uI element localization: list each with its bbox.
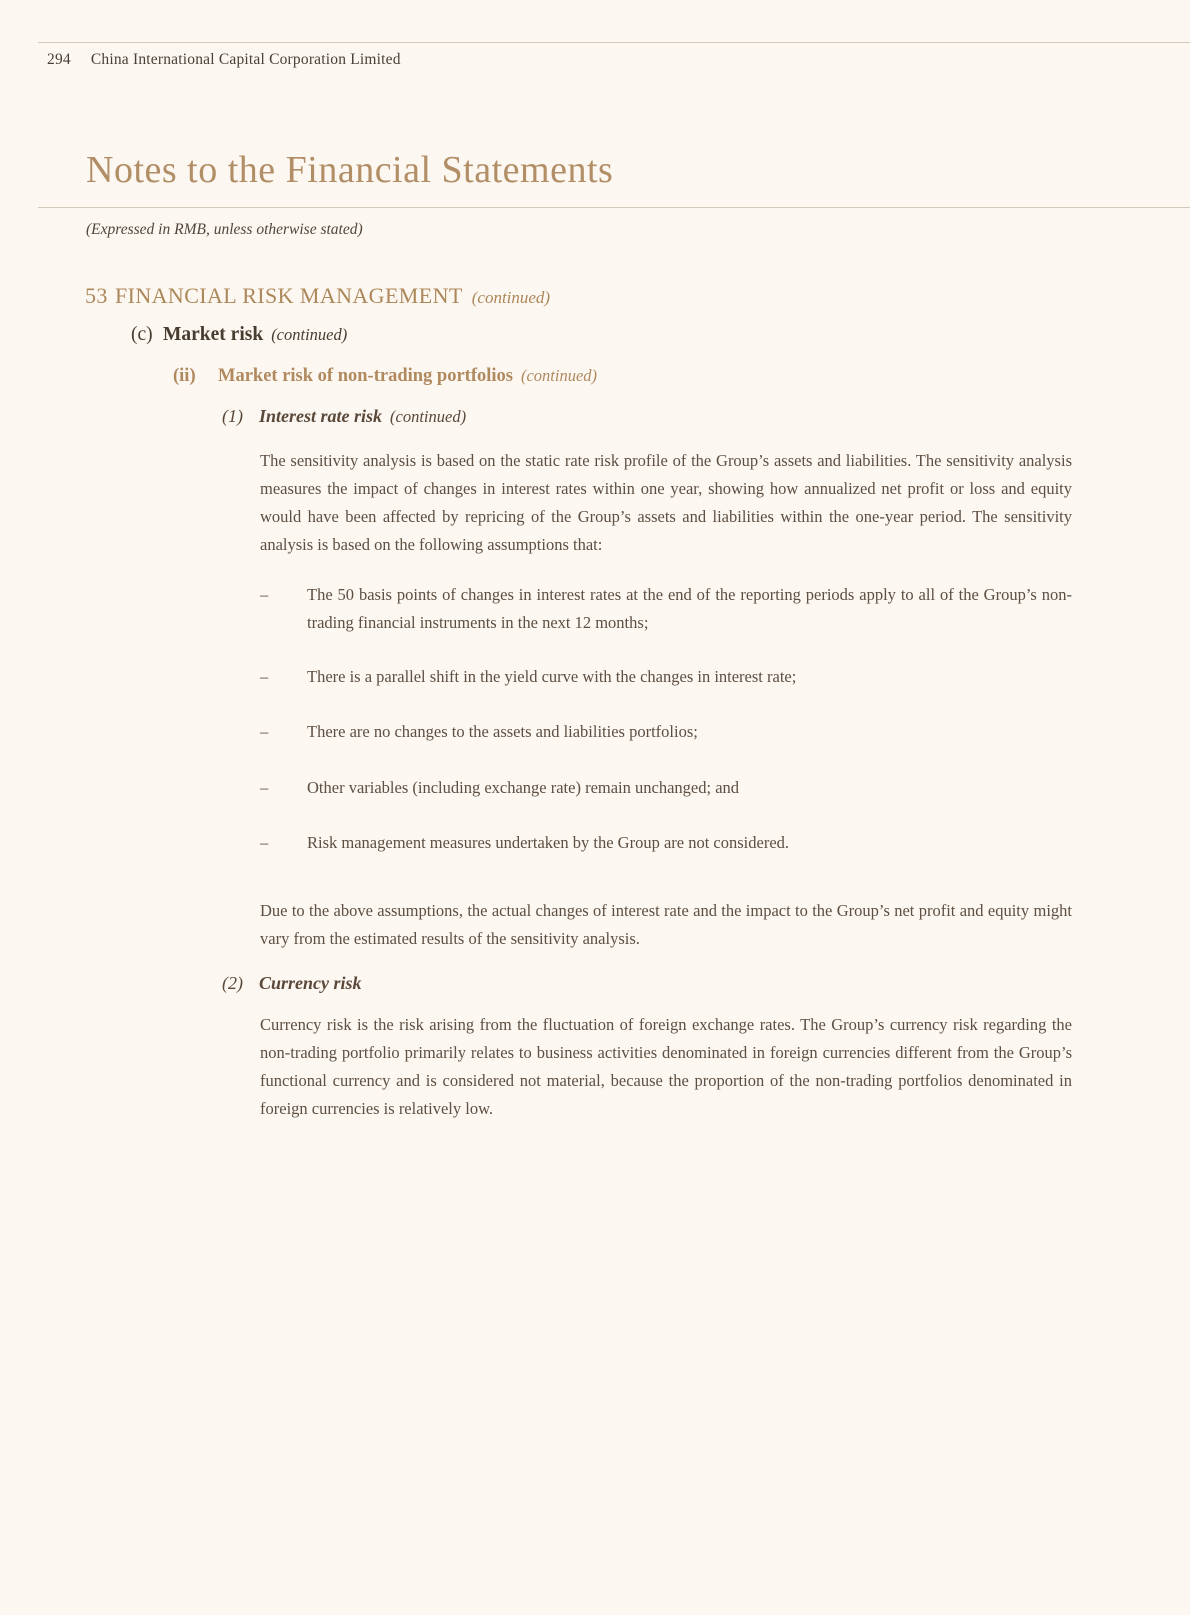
non-trading-title: Market risk of non-trading portfolios	[218, 366, 513, 386]
company-name: China International Capital Corporation Limited	[90, 51, 401, 68]
section-number: 53	[85, 283, 108, 308]
assumption-item	[260, 718, 1072, 746]
interest-rate-risk-continued-note: (continued)	[390, 407, 467, 426]
document-title: Notes to the Financial Statements	[86, 149, 614, 191]
section-title: FINANCIAL RISK MANAGEMENT	[115, 283, 463, 308]
assumption-item	[260, 829, 1072, 857]
page-header	[47, 51, 401, 69]
assumption-item	[260, 581, 1072, 637]
dash-bullet-icon: –	[260, 722, 269, 741]
market-risk-heading	[131, 324, 347, 346]
interest-rate-risk-label: (1)	[222, 406, 243, 426]
market-risk-label: (c)	[131, 324, 153, 345]
currency-note: (Expressed in RMB, unless otherwise stated)	[86, 221, 363, 238]
assumption-text: Other variables (including exchange rate) remain unchanged; and	[307, 778, 740, 797]
market-risk-title: Market risk	[163, 324, 264, 345]
assumption-item	[260, 663, 1072, 691]
currency-risk-title: Currency risk	[259, 973, 362, 993]
interest-rate-risk-title: Interest rate risk	[259, 406, 383, 426]
interest-rate-risk-heading	[222, 406, 466, 427]
dash-bullet-icon: –	[260, 778, 269, 797]
non-trading-label: (ii)	[173, 366, 196, 386]
dash-bullet-icon: –	[260, 585, 269, 604]
sensitivity-analysis-paragraph: The sensitivity analysis is based on the static rate risk profile of the Group’s assets and liabilities. The sensitivity analysis measures the impact of changes in interest rates within one year, showing how annualized net profit or loss and equity would have been affected by repricing of the Group’s assets and liabilities within the one-year period. The sensitivity analysis is based on the following assumptions that:	[260, 451, 1072, 554]
dash-bullet-icon: –	[260, 833, 269, 852]
market-risk-continued-note: (continued)	[271, 325, 348, 344]
assumption-text: There are no changes to the assets and liabilities portfolios;	[307, 722, 698, 741]
assumption-text: Risk management measures undertaken by the Group are not considered.	[307, 833, 790, 852]
assumption-text: There is a parallel shift in the yield curve with the changes in interest rate;	[307, 667, 797, 686]
non-trading-continued-note: (continued)	[520, 366, 598, 385]
header-rule	[38, 42, 1190, 43]
assumption-item	[260, 774, 1072, 802]
section-53-heading	[85, 283, 550, 309]
assumption-text: The 50 basis points of changes in interest rates at the end of the reporting periods apply to all of the Group’s non-trading financial instruments in the next 12 months;	[307, 585, 1072, 632]
dash-bullet-icon: –	[260, 667, 269, 686]
page-number: 294	[47, 51, 71, 68]
currency-risk-label: (2)	[222, 973, 243, 993]
non-trading-heading	[173, 366, 597, 387]
title-rule	[38, 207, 1190, 208]
section-continued-note: (continued)	[471, 288, 551, 307]
assumptions-conclusion-paragraph: Due to the above assumptions, the actual changes of interest rate and the impact to the Group’s net profit and equity might vary from the estimated results of the sensitivity analysis.	[260, 901, 1072, 948]
currency-risk-heading	[222, 973, 362, 994]
currency-risk-paragraph: Currency risk is the risk arising from the fluctuation of foreign exchange rates. The Group’s currency risk regarding the non-trading portfolio primarily relates to business activities denominated in foreign currencies different from the Group’s functional currency and is considered not material, because the proportion of the non-trading portfolios denominated in foreign currencies is relatively low.	[260, 1015, 1072, 1118]
